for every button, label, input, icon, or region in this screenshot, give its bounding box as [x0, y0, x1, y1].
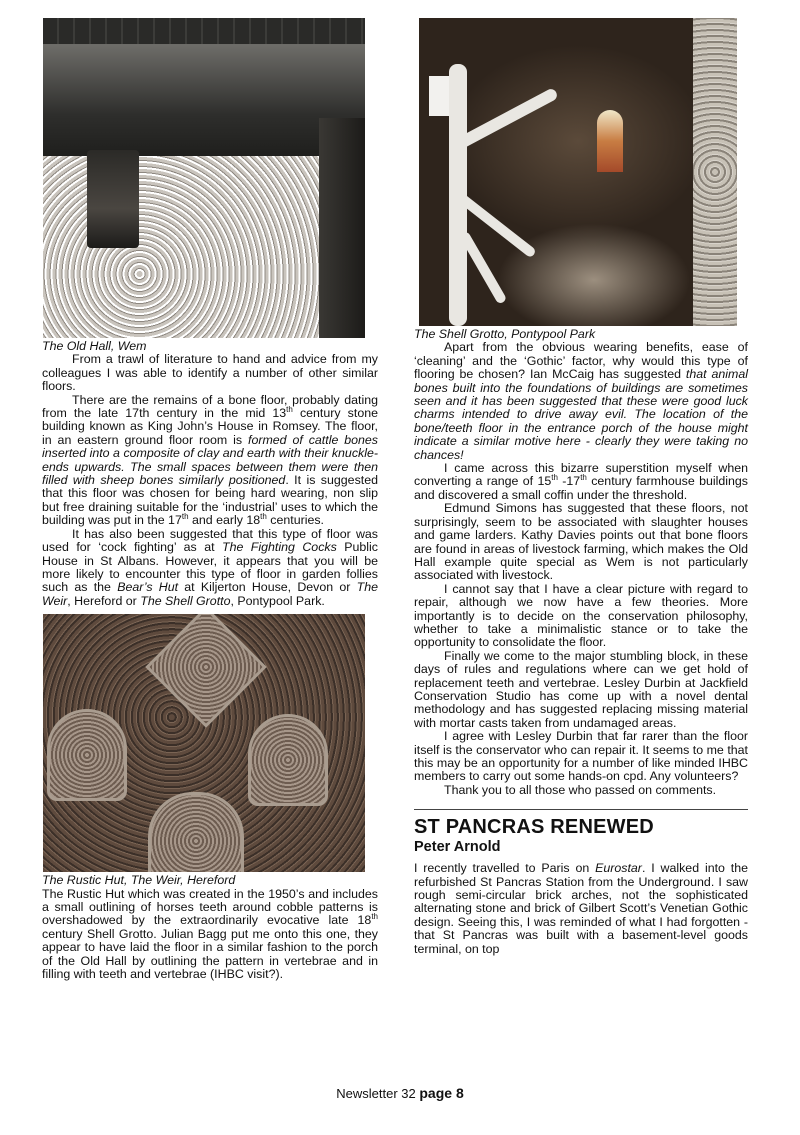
- paragraph-r2: I came across this bizarre superstition myself when converting a range of 15th -17th century farmhouse buildings and discovered a small coffin under the threshold.: [414, 461, 748, 502]
- photo-diamond-motif: [145, 614, 267, 728]
- left-column: [42, 18, 378, 981]
- paragraph-r4: I cannot say that I have a clear picture with regard to repair, although we now have a few theories. More importantly is to decide on the conservation philosophy, whether to take a minimalistic stance or to take the opportunity to consolidate the floor.: [414, 581, 748, 650]
- caption-rustic-hut: The Rustic Hut, The Weir, Hereford: [42, 873, 236, 888]
- photo-white-tree-branch: [456, 87, 559, 149]
- photo-scallop-right: [248, 714, 328, 806]
- photo-scallop-left: [47, 709, 127, 801]
- paragraph-r7: Thank you to all those who passed on comments.: [444, 782, 717, 797]
- footer-page-number: page 8: [419, 1085, 464, 1101]
- paragraph-3: It has also been suggested that this type of floor was used for ‘cock fighting’ as at The Fighting Cocks Public House in St Albans. However, it appears that you will be more likely to encounter this type of floor in garden follies such as the Bear’s Hut at Kiljerton House, Devon or The Weir, Hereford or The Shell Grotto, Pontypool Park.: [42, 526, 378, 608]
- paragraph-r5: Finally we come to the major stumbling block, in these days of rules and regulations where can we get hold of replacement teeth and vertebrae. Lesley Durbin at Jackfield Conservation Studio has come up with a novel dental methodology and has suggested replacing missing material with mortar casts taken from undamaged areas.: [414, 648, 748, 730]
- paragraph-r8: I recently travelled to Paris on Eurostar. I walked into the refurbished St Pancras Station from the Underground. I saw rough semi-circular brick arches, not the sophisticated alternating stone and brick of Gilbert Scott’s Venetian Gothic design. Seeing this, I was reminded of what I had forgotten - that St Pancras was built with a basement-level goods terminal, on top: [414, 861, 748, 956]
- photo-wall-edge: [319, 118, 365, 338]
- paragraph-1: From a trawl of literature to hand and advice from my colleagues I was able to identify a number of other similar floors.: [42, 352, 378, 394]
- photo-stair-treads: [43, 18, 365, 44]
- paragraph-r6: I agree with Lesley Durbin that far rarer than the floor itself is the conservator who can repair it. It seems to me that this may be an opportunity for a number of like minded IHBC members to carry out some hands-on cpd. Any volunteers?: [414, 729, 748, 784]
- photo-carved-bracket: [87, 150, 139, 248]
- paragraph-r1: Apart from the obvious wearing benefits, ease of ‘cleaning’ and the ‘Gothic’ factor, why would this type of flooring be chosen? Ian McCaig has suggested that animal bones built into the foundations of buildings are sometimes seen and it has been suggested that these were good luck charms intended to drive away evil. The location of the bone/teeth floor in the entrance porch of the house might indicate a similar motive here - clearly they were taking no chances!: [414, 340, 748, 462]
- paragraph-4: The Rustic Hut which was created in the 1950’s and includes a small outlining of horses teeth around cobble patterns is overshadowed by the extraordinarily evocative late 18th century Shell Grotto. Julian Bagg put me onto this one, they appear to have laid the floor in a similar fashion to the porch of the Old Hall by outlining the pattern in vertebrae and in filling with teeth and vertebrae (IHBC visit?).: [42, 886, 378, 981]
- paragraph-r3: Edmund Simons has suggested that these floors, not surprisingly, seem to be associated with slaughter houses and game larders. Kathy Davies points out that bone floors are found in areas of livestock farming, which makes the Old Hall example quite special as Wem is not particularly associated with livestock.: [414, 501, 748, 583]
- page-footer: [0, 1085, 800, 1101]
- photo-gothic-window: [597, 110, 623, 172]
- paragraph-2: There are the remains of a bone floor, probably dating from the late 17th century in the mid 13th century stone building known as King John’s House in Romsey. The floor, in an eastern ground floor room is formed of cattle bones inserted into a composite of clay and earth with their knuckle-ends upwards. The small spaces between them were then filled with sheep bones similarly positioned. It is suggested that this floor was chosen for being hard wearing, non slip but free draining suitable for the ‘industrial’ uses to which the building was put in the 17th and early 18th centuries.: [42, 392, 379, 528]
- right-column: [414, 18, 748, 956]
- photo-shell-pillar: [693, 18, 737, 326]
- footer-newsletter: Newsletter 32: [336, 1086, 416, 1101]
- section-divider: [414, 809, 748, 810]
- caption-shell-grotto: The Shell Grotto, Pontypool Park: [414, 327, 596, 341]
- photo-old-hall-bone-floor: [43, 18, 365, 338]
- photo-scallop-bottom: [148, 792, 244, 872]
- photo-rustic-hut-floor: [43, 614, 365, 872]
- photo-shell-grotto: [419, 18, 737, 326]
- article-byline: Peter Arnold: [414, 839, 501, 856]
- article-headline: ST PANCRAS RENEWED: [414, 816, 654, 839]
- caption-old-hall: The Old Hall, Wem: [42, 339, 147, 353]
